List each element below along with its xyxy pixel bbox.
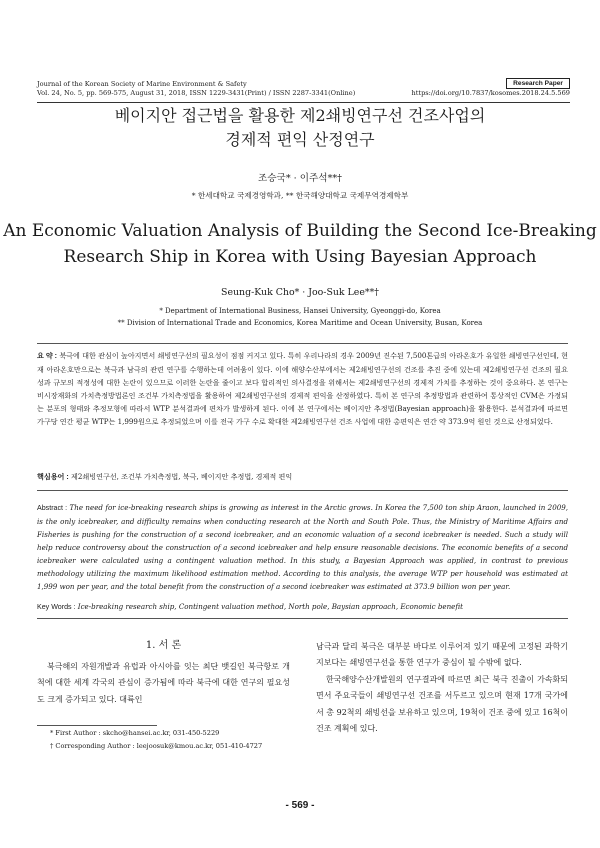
english-affiliations bbox=[0, 305, 600, 329]
english-authors: Seung-Kuk Cho* · Joo-Suk Lee**† bbox=[221, 287, 379, 298]
abstract-bottom-rule bbox=[37, 618, 568, 619]
page-number: - 569 - bbox=[285, 800, 315, 811]
journal-header bbox=[37, 80, 355, 98]
intro-paragraph-2: 남극과 달리 북극은 대부분 바다로 이루어져 있기 때문에 고정된 과학기지보다는 쇄빙연구선을 통한 연구가 중심이 될 수밖에 없다. bbox=[316, 642, 568, 668]
abstract-divider bbox=[37, 490, 568, 491]
intro-paragraph-1: 북극해의 자원개발과 유럽과 아시아를 잇는 최단 뱃길인 북극항로 개척에 대한 세계 각국의 관심이 증가됨에 따라 북극에 대한 연구의 필요성도 크게 증가되고 있다. 대륙인 bbox=[37, 662, 290, 704]
english-title bbox=[0, 218, 600, 270]
abstract-top-rule bbox=[37, 343, 568, 344]
english-abstract-label: Abstract : bbox=[37, 504, 68, 512]
korean-authors: 조승국* · 이주석**† bbox=[258, 173, 342, 184]
english-abstract-text: The need for ice-breaking research ships is growing as interest in the Arctic grows. In Korea the 7,500 ton ship Araon, launched in 2009, is the only icebreaker, and difficulty remains when conducting research at the North and South Pole. Thus, the Ministry of Maritime Affairs and Fisheries is pushing for the construction of a second icebreaker, and an economic valuation of a second icebreaker is needed. Such a study will help reduce controversy about the construction of a second icebreaker and help ensure reasonable decisions. The economic benefits of a second icebreaker were calculated using a contingent valuation method. In this study, a Bayesian Approach was applied, in contrast to previous methodology utilizing the maximum likelihood estimation method. According to this analysis, the average WTP per household was estimated at 1,999 won per year, and the total benefit from the construction of a second icebreaker was estimated at 373.9 billion won per year. bbox=[37, 503, 568, 591]
section-heading-introduction: 1. 서 론 bbox=[145, 640, 182, 651]
intro-paragraph-3: 한국해양수산개발원의 연구결과에 따르면 최근 북극 진출이 가속화되면서 주요국들이 쇄빙연구선 건조를 서두르고 있으며 현재 17개 국가에서 총 92척의 쇄빙선을 보유하고 있으며, 19척이 건조 중에 있고 16척이 건조 계획에 있다. bbox=[316, 674, 568, 734]
korean-affiliations: * 한세대학교 국제경영학과, ** 한국해양대학교 국제무역경제학부 bbox=[191, 191, 409, 200]
affiliation-2: ** Division of International Trade and Economics, Korea Maritime and Ocean University, Busan, Korea bbox=[117, 319, 483, 327]
korean-title-line-2: 경제적 편익 산정연구 bbox=[225, 130, 375, 149]
footnote-first-author: * First Author : skcho@hansei.ac.kr, 031-450-5229 bbox=[50, 729, 220, 737]
footnote-corresponding-author: † Corresponding Author : leejoosuk@kmou.ac.kr, 051-410-4727 bbox=[50, 742, 263, 750]
korean-abstract-label: 요 약 : bbox=[37, 352, 58, 360]
korean-abstract-text: 북극에 대한 관심이 높아지면서 쇄빙연구선의 필요성이 점점 커지고 있다. 특히 우리나라의 경우 2009년 진수된 7,500톤급의 아라온호가 유일한 쇄빙연구선인데, 현재 아라온호만으로는 북극과 남극의 관련 연구를 수행하는데 어려움이 있다. 이에 해양수산부에서는 제2쇄빙연구선의 건조를 추진 중에 있는데 제2쇄빙연구선 건조의 필요성과 규모의 적정성에 대한 논란이 있으므로 이러한 논란을 줄이고 보다 합리적인 의사결정을 위해서는 제2쇄빙연구선의 경제적 가치를 추정하는 것이 중요하다. 본 연구는 비시장재화의 가치측정방법론인 조건부 가치측정법을 활용하여 제2쇄빙연구선의 경제적 편익을 산정하였다. 특히 본 연구의 추정방법과 관련하여 통상적인 CVM은 가정되는 분포의 형태와 추정모형에 따라서 WTP 분석결과에 편차가 발생하게 된다. 이에 본 연구에서는 베이지안 추정법(Bayesian approach)을 활용한다. 분석결과에 따르면 가구당 연간 평균 WTP는 1,999원으로 추정되었으며 이를 전국 가구 수로 확대한 제2쇄빙연구선 건조 사업에 대한 총편익은 연간 약 373.9억 원인 것으로 산정되었다. bbox=[37, 351, 568, 426]
english-title-line-2: Research Ship in Korea with Using Bayesian Approach bbox=[63, 247, 537, 267]
affiliation-1: * Department of International Business, Hansei University, Gyeonggi-do, Korea bbox=[159, 307, 441, 315]
right-column bbox=[316, 639, 568, 737]
english-keywords bbox=[37, 602, 568, 611]
doi-link[interactable]: https://doi.org/10.7837/kosomes.2018.24.5.569 bbox=[411, 89, 570, 97]
footnote-rule bbox=[37, 725, 157, 726]
journal-name: Journal of the Korean Society of Marine Environment & Safety bbox=[37, 80, 247, 88]
paper-type-badge: Research Paper bbox=[506, 78, 570, 89]
korean-title bbox=[0, 104, 600, 152]
english-keywords-text: Ice-breaking research ship, Contingent valuation method, North pole, Baysian approach, Economic benefit bbox=[77, 602, 463, 611]
left-column bbox=[37, 659, 290, 708]
header-rule bbox=[37, 102, 570, 103]
english-title-line-1: An Economic Valuation Analysis of Building the Second Ice-Breaking bbox=[3, 221, 597, 241]
header-right bbox=[412, 78, 570, 98]
korean-keywords-label: 핵심용어 : bbox=[37, 473, 69, 481]
korean-abstract bbox=[37, 349, 568, 428]
korean-keywords-text: 제2쇄빙연구선, 조건부 가치측정법, 북극, 베이지안 추정법, 경제적 편익 bbox=[71, 472, 293, 481]
english-keywords-label: Key Words : bbox=[37, 603, 76, 611]
korean-title-line-1: 베이지안 접근법을 활용한 제2쇄빙연구선 건조사업의 bbox=[114, 106, 486, 125]
korean-keywords bbox=[37, 472, 568, 482]
volume-info: Vol. 24, No. 5, pp. 569-575, August 31, 2018, ISSN 1229-3431(Print) / ISSN 2287-3341(Online) bbox=[37, 89, 356, 97]
english-abstract bbox=[37, 501, 568, 593]
